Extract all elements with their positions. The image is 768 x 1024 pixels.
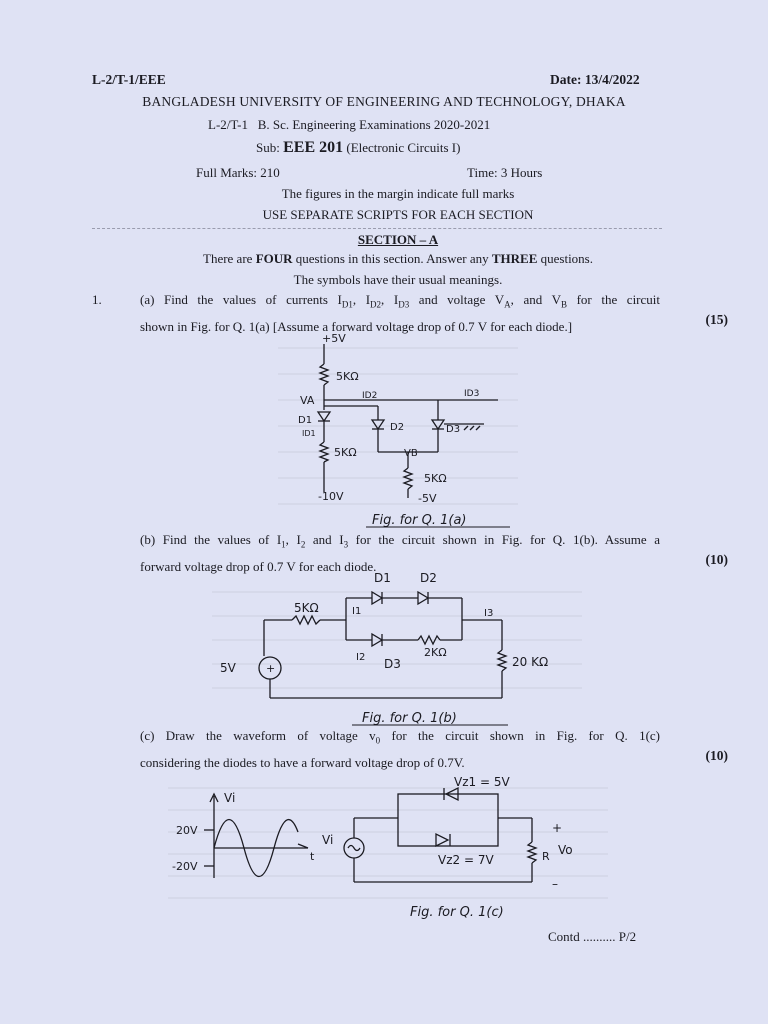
q1c-marks: (10) (705, 748, 728, 763)
fig-b-caption: Fig. for Q. 1(b) (362, 711, 457, 726)
fig-c-r: R (542, 850, 550, 863)
q1a-text: , and V (510, 292, 561, 307)
fig-b-d2: D2 (420, 571, 437, 585)
subject-line (256, 139, 460, 157)
instr-four: FOUR (255, 251, 293, 266)
fig-b-d1: D1 (374, 571, 391, 585)
fig-a-id2: ID2 (362, 391, 378, 401)
exam-name: B. Sc. Engineering Examinations 2020-2021 (257, 117, 491, 132)
figure-q1c (168, 770, 608, 922)
subject-label: Sub: (256, 140, 280, 155)
q1a-marks: (15) (705, 312, 728, 327)
time-allowed: Time: 3 Hours (467, 165, 543, 180)
question-1c-text (140, 725, 660, 773)
sub: 0 (375, 735, 381, 746)
fig-c-minus: – (552, 877, 558, 891)
q1b-line2: forward voltage drop of 0.7 V for each diode. (140, 558, 377, 574)
fig-b-r1: 5KΩ (294, 601, 319, 615)
q1b-text: , I (285, 532, 301, 547)
instr-text: questions in this section. Answer any (292, 251, 492, 266)
fig-b-src: 5V (220, 661, 236, 675)
fig-a-d3: D3 (446, 424, 461, 435)
question-number: 1. (92, 292, 102, 307)
fig-c-caption: Fig. for Q. 1(c) (410, 905, 504, 920)
q1a-text: for the circuit (567, 292, 661, 307)
fig-a-va: VA (300, 394, 315, 407)
q1a-line2: shown in Fig. for Q. 1(a) [Assume a forward voltage drop of 0.7 V for each diode.] (140, 318, 573, 334)
instr-text: questions. (537, 251, 593, 266)
fig-a-d2: D2 (390, 422, 405, 433)
question-1a-text (140, 289, 660, 337)
fig-c-vi-axis: Vi (224, 791, 236, 805)
fig-c-vz2: Vz2 = 7V (438, 853, 494, 867)
sub: B (561, 299, 568, 310)
q1c-text: (c) Draw the waveform of voltage v (140, 728, 376, 743)
fig-a-r3: 5KΩ (424, 472, 447, 485)
fig-c-t: t (310, 850, 315, 863)
q1c-line2: considering the diodes to have a forward voltage drop of 0.7V. (140, 754, 465, 770)
fig-a-r1: 5KΩ (336, 370, 359, 383)
subject-name: (Electronic Circuits I) (346, 140, 461, 155)
instr-text: There are (203, 251, 256, 266)
q1b-marks: (10) (705, 552, 728, 567)
sub: 3 (343, 539, 349, 550)
sub: D3 (398, 299, 410, 310)
sub: D2 (370, 299, 382, 310)
fig-b-i1: I1 (352, 606, 362, 617)
exam-level: L-2/T-1 (208, 117, 248, 132)
section-title: SECTION – A (357, 232, 439, 247)
fig-a-id1: ID1 (302, 429, 316, 438)
fig-a-vneg2: -5V (418, 492, 437, 505)
q1a-text: , I (352, 292, 371, 307)
fig-c-pos: 20V (176, 824, 198, 837)
q1a-text: and voltage V (409, 292, 505, 307)
q1a-text: (a) Find the values of currents I (140, 292, 342, 307)
fig-b-src-plus: + (266, 662, 276, 675)
q1a-text: , I (381, 292, 399, 307)
course-code: L-2/T-1/EEE (92, 72, 166, 87)
figure-q1b (212, 570, 582, 728)
figure-q1a (278, 334, 518, 530)
fig-a-vneg: -10V (318, 490, 344, 503)
fig-a-d1: D1 (298, 415, 313, 426)
subject-code: EEE 201 (283, 139, 344, 156)
fig-b-d3: D3 (384, 657, 401, 671)
university-name: BANGLADESH UNIVERSITY OF ENGINEERING AND TECHNOLOGY, DHAKA (142, 94, 626, 109)
fig-c-vi: Vi (322, 833, 334, 847)
fig-a-caption: Fig. for Q. 1(a) (372, 513, 467, 528)
section-instructions (14, 251, 768, 267)
sub: 1 (281, 539, 286, 550)
fig-b-i3: I3 (484, 608, 494, 619)
exam-title (208, 117, 490, 133)
fig-a-r2: 5KΩ (334, 446, 357, 459)
instr-three: THREE (491, 251, 538, 266)
sub: D1 (341, 299, 353, 310)
header-divider (92, 228, 662, 229)
margin-note: The figures in the margin indicate full marks (281, 186, 515, 201)
fig-c-neg: -20V (172, 860, 198, 873)
fig-c-vz1: Vz1 = 5V (454, 775, 510, 789)
fig-b-i2: I2 (356, 652, 366, 663)
fig-b-rl: 20 KΩ (512, 655, 549, 669)
symbols-note: The symbols have their usual meanings. (293, 272, 503, 287)
continued-note: Contd .......... P/2 (548, 929, 637, 944)
fig-a-id3: ID3 (464, 389, 480, 399)
q1b-text: and I (305, 532, 344, 547)
q1b-text: for the circuit shown in Fig. for Q. 1(b). Assume a (348, 532, 660, 547)
sub: A (504, 299, 511, 310)
fig-a-vcc: +5V (322, 334, 346, 345)
full-marks: Full Marks: 210 (196, 165, 280, 180)
fig-a-vb: VB (404, 448, 418, 459)
sub: 2 (300, 539, 306, 550)
q1c-text: for the circuit shown in Fig. for Q. 1(c) (380, 728, 660, 743)
fig-c-vo: Vo (558, 843, 573, 857)
fig-b-r2: 2KΩ (424, 646, 447, 659)
scripts-note: USE SEPARATE SCRIPTS FOR EACH SECTION (262, 207, 534, 222)
fig-c-plus: + (552, 821, 563, 835)
exam-date: Date: 13/4/2022 (550, 72, 640, 87)
q1b-text: (b) Find the values of I (140, 532, 282, 547)
